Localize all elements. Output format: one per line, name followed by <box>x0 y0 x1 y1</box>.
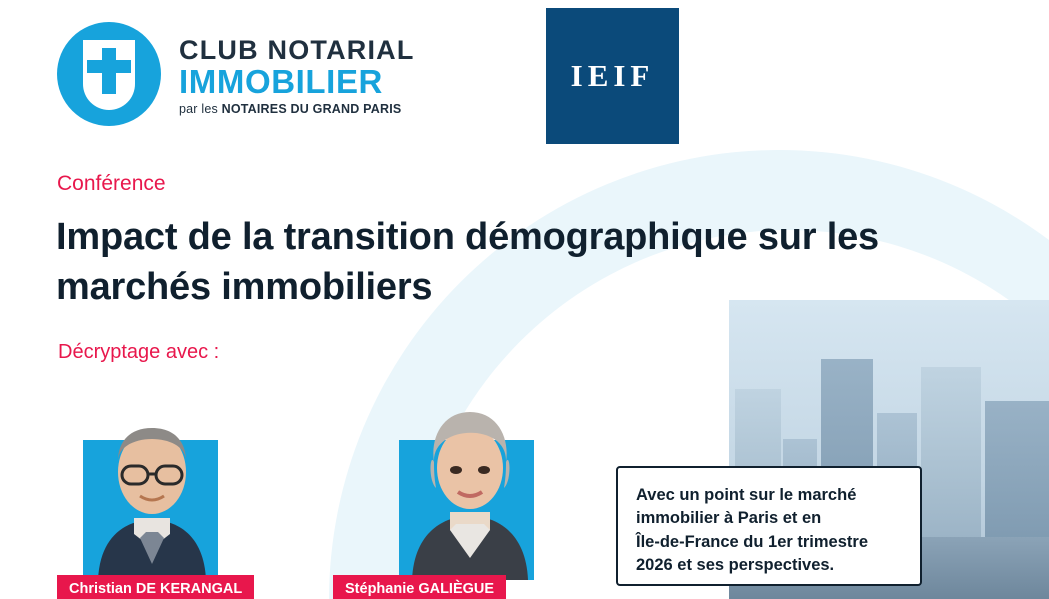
ieif-wordmark: IEIF <box>570 58 655 93</box>
callout-line-4: 2026 et ses perspectives. <box>636 556 835 575</box>
callout-line-3: Île-de-France du 1er trimestre <box>636 532 868 551</box>
speaker-name-1: Christian DE KERANGAL <box>57 575 254 599</box>
logo-line-immobilier: IMMOBILIER <box>179 63 383 101</box>
speaker-card-2 <box>333 380 555 597</box>
logo-row <box>0 0 1049 150</box>
callout-line-2: immobilier à Paris et en <box>636 509 822 528</box>
page-title: Impact de la transition démographique sur les marchés immobiliers <box>56 216 879 309</box>
ieif-logo <box>546 8 679 144</box>
logo-line-notaires-bold: NOTAIRES DU GRAND PARIS <box>221 101 402 116</box>
logo-line-notaires <box>179 103 415 116</box>
logo-line-notaires-prefix: par les <box>179 101 222 116</box>
portrait-illustration-2 <box>388 388 553 580</box>
conference-kicker: Conférence <box>57 172 166 195</box>
portrait-christian-de-kerangal <box>70 388 235 580</box>
speakers-label: Décryptage avec : <box>58 341 220 363</box>
logo-cross-horizontal <box>87 60 131 73</box>
speaker-name-2: Stéphanie GALIÈGUE <box>333 575 506 599</box>
callout-box <box>616 466 922 586</box>
club-notarial-logo <box>57 22 415 126</box>
speaker-photo-block-2 <box>333 380 555 597</box>
speaker-card-1 <box>57 380 279 597</box>
speaker-photo-block-1 <box>57 380 279 597</box>
portrait-illustration-1 <box>70 388 235 580</box>
club-notarial-wordmark <box>179 33 415 116</box>
callout-line-1: Avec un point sur le marché <box>636 486 857 504</box>
portrait-stephanie-galiegue <box>388 388 553 580</box>
club-notarial-shield-mark-icon <box>57 22 161 126</box>
logo-line-club-notarial: CLUB NOTARIAL <box>179 34 415 65</box>
